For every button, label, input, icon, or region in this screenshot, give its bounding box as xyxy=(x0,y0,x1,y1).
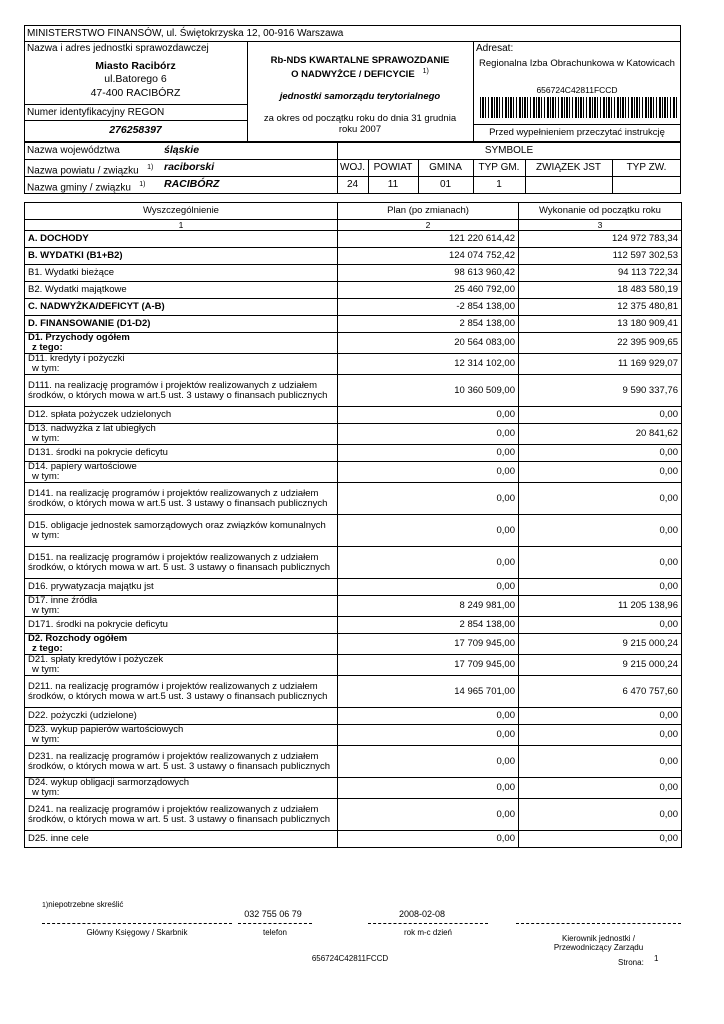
row-label xyxy=(25,778,338,799)
table-row xyxy=(25,483,682,515)
row-label xyxy=(25,462,338,483)
row-execution-value: 20 841,62 xyxy=(519,424,682,445)
row-label-text: D231. na realizację programów i projektów realizowanych z udziałem środków, o których mowa w art. 5 ust. 3 ustawy o finansach publicznych xyxy=(28,750,331,772)
table-header-row xyxy=(25,203,682,220)
row-label xyxy=(25,831,338,848)
report-title-2: O NADWYŻCE / DEFICYCIE $^{1)}$ xyxy=(291,68,429,81)
row-plan-value: -2 854 138,00 xyxy=(338,299,519,316)
table-row xyxy=(25,579,682,596)
voivodeship-value: śląskie xyxy=(164,144,200,156)
footnote-text: niepotrzebne skreślić xyxy=(48,900,124,909)
table-row xyxy=(25,462,682,483)
row-plan-value: 17 709 945,00 xyxy=(338,634,519,655)
row-label xyxy=(25,407,338,424)
row-label xyxy=(25,299,338,316)
table-row xyxy=(25,354,682,375)
row-plan-value: 0,00 xyxy=(338,515,519,547)
row-execution-value: 13 180 909,41 xyxy=(519,316,682,333)
table-row xyxy=(25,265,682,282)
page-number: 1 xyxy=(654,954,659,963)
table-row xyxy=(25,831,682,848)
row-label-text: D16. prywatyzacja majątku jst xyxy=(28,581,154,592)
row-label-text: B2. Wydatki majątkowe xyxy=(28,284,127,295)
row-label-subtext: z tego: xyxy=(32,342,63,353)
date-line xyxy=(368,923,488,924)
col-number-1: 1 xyxy=(25,220,338,231)
row-plan-value: 0,00 xyxy=(338,746,519,778)
period-line-2: roku 2007 xyxy=(338,124,382,135)
table-row xyxy=(25,375,682,407)
symbol-header-typ-gm: TYP GM. xyxy=(478,162,520,173)
row-execution-value: 11 169 929,07 xyxy=(519,354,682,375)
row-label xyxy=(25,231,338,248)
unit-street: ul.Batorego 6 xyxy=(104,73,167,85)
col-number-3: 3 xyxy=(519,220,682,231)
row-plan-value: 0,00 xyxy=(338,407,519,424)
regon-value: 276258397 xyxy=(109,124,162,136)
row-execution-value: 9 590 337,76 xyxy=(519,375,682,407)
row-label xyxy=(25,265,338,282)
row-label xyxy=(25,547,338,579)
table-row xyxy=(25,424,682,445)
row-label xyxy=(25,483,338,515)
phone-line xyxy=(238,923,312,924)
row-execution-value: 94 113 722,34 xyxy=(519,265,682,282)
symbol-value-powiat: 11 xyxy=(387,179,399,190)
barcode-text: 656724C42811FCCD xyxy=(536,85,618,95)
row-label-text: D131. środki na pokrycie deficytu xyxy=(28,447,168,458)
row-label-text: D24. wykup obligacji sarmorządowych xyxy=(28,777,190,788)
row-plan-value: 8 249 981,00 xyxy=(338,596,519,617)
row-label-text: D15. obligacje jednostek samorządowych oraz związków komunalnych xyxy=(28,519,326,531)
table-row xyxy=(25,547,682,579)
symbol-value-gmina: 01 xyxy=(439,179,452,190)
row-label xyxy=(25,634,338,655)
row-label-subtext: z tego: xyxy=(32,643,63,654)
date-label: rok m-c dzień xyxy=(403,928,452,937)
table-row xyxy=(25,799,682,831)
table-row xyxy=(25,708,682,725)
row-label xyxy=(25,424,338,445)
row-label-subtext: w tym: xyxy=(32,664,60,675)
row-label-text: D23. wykup papierów wartościowych xyxy=(28,724,184,735)
table-row xyxy=(25,407,682,424)
row-execution-value: 0,00 xyxy=(519,617,682,634)
row-label-text: D13. nadwyżka z lat ubiegłych xyxy=(28,423,156,434)
row-label xyxy=(25,676,338,708)
row-label-text: D111. na realizację programów i projektów realizowanych z udziałem środków, o których mowa w art.5 ust. 3 ustawy o finansach publicznych xyxy=(28,379,328,401)
footnote xyxy=(42,899,123,911)
row-execution-value: 6 470 757,60 xyxy=(519,676,682,708)
commune-value: RACIBÓRZ xyxy=(164,178,220,190)
row-plan-value: 2 854 138,00 xyxy=(338,617,519,634)
col-header-description: Wyszczególnienie xyxy=(25,203,338,220)
commune-label: Nazwa gminy / związku $^{1)}$ xyxy=(27,181,146,194)
table-row xyxy=(25,231,682,248)
row-execution-value: 9 215 000,24 xyxy=(519,634,682,655)
row-label xyxy=(25,375,338,407)
document-code: 656724C42811FCCD xyxy=(311,954,389,963)
table-row xyxy=(25,746,682,778)
row-label-subtext: w tym: xyxy=(32,433,60,444)
row-plan-value: 0,00 xyxy=(338,831,519,848)
row-label-text: B1. Wydatki bieżące xyxy=(28,267,114,278)
row-execution-value: 0,00 xyxy=(519,515,682,547)
row-plan-value: 0,00 xyxy=(338,778,519,799)
row-label-text: D171. środki na pokrycie deficytu xyxy=(28,619,168,630)
row-label xyxy=(25,655,338,676)
row-execution-value: 0,00 xyxy=(519,746,682,778)
row-execution-value: 11 205 138,96 xyxy=(519,596,682,617)
regon-label: Numer identyfikacyjny REGON xyxy=(27,107,165,118)
row-label xyxy=(25,248,338,265)
row-label xyxy=(25,725,338,746)
symbol-header-zwiazek: ZWIĄZEK JST xyxy=(536,162,601,173)
row-plan-value: 10 360 509,00 xyxy=(338,375,519,407)
row-execution-value: 18 483 580,19 xyxy=(519,282,682,299)
row-label-subtext: w tym: xyxy=(32,787,60,798)
row-plan-value: 17 709 945,00 xyxy=(338,655,519,676)
head-label-1: Kierownik jednostki / xyxy=(562,934,635,943)
symbol-header-gmina: GMINA xyxy=(429,162,462,173)
table-row xyxy=(25,333,682,354)
row-label-text: D22. pożyczki (udzielone) xyxy=(28,710,137,721)
row-execution-value: 0,00 xyxy=(519,708,682,725)
table-row xyxy=(25,596,682,617)
row-label-subtext: w tym: xyxy=(32,363,60,374)
row-label-text: D12. spłata pożyczek udzielonych xyxy=(28,409,172,420)
page-label: Strona: xyxy=(618,958,644,967)
row-label xyxy=(25,708,338,725)
county-value: raciborski xyxy=(164,161,215,173)
instruction-note: Przed wypełnieniem przeczytać instrukcję xyxy=(489,127,665,138)
row-label xyxy=(25,354,338,375)
row-plan-value: 0,00 xyxy=(338,483,519,515)
row-label-text: D21. spłaty kredytów i pożyczek xyxy=(28,654,164,665)
row-execution-value: 0,00 xyxy=(519,483,682,515)
row-plan-value: 0,00 xyxy=(338,579,519,596)
row-plan-value: 0,00 xyxy=(338,708,519,725)
report-subtitle: jednostki samorządu terytorialnego xyxy=(279,91,441,102)
table-row xyxy=(25,515,682,547)
row-label-subtext: w tym: xyxy=(32,529,60,541)
table-row xyxy=(25,248,682,265)
addressee-name: Regionalna Izba Obrachunkowa w Katowicach xyxy=(479,58,675,69)
row-label xyxy=(25,799,338,831)
head-signature-line xyxy=(516,923,681,924)
table-row xyxy=(25,316,682,333)
commune-footnote-sup: 1) xyxy=(139,181,146,188)
symbol-header-typ-zw: TYP ZW. xyxy=(626,162,667,173)
row-execution-value: 0,00 xyxy=(519,799,682,831)
row-execution-value: 22 395 909,65 xyxy=(519,333,682,354)
row-plan-value: 14 965 701,00 xyxy=(338,676,519,708)
row-label xyxy=(25,282,338,299)
row-execution-value: 9 215 000,24 xyxy=(519,655,682,676)
voivodeship-label: Nazwa województwa xyxy=(27,145,120,156)
row-plan-value: 121 220 614,42 xyxy=(338,231,519,248)
row-label-subtext: w tym: xyxy=(32,605,60,616)
row-label-text: D211. na realizację programów i projektów realizowanych z udziałem środków, o których mowa w art.5 ust. 3 ustawy o finansach publicznych xyxy=(28,680,328,702)
row-plan-value: 0,00 xyxy=(338,424,519,445)
row-execution-value: 124 972 783,34 xyxy=(519,231,682,248)
row-plan-value: 25 460 792,00 xyxy=(338,282,519,299)
table-row xyxy=(25,725,682,746)
table-number-row xyxy=(25,220,682,231)
symbol-header-powiat: POWIAT xyxy=(373,162,413,173)
table-row xyxy=(25,778,682,799)
row-label-text: D17. inne źródła xyxy=(28,595,98,606)
row-plan-value: 98 613 960,42 xyxy=(338,265,519,282)
row-label-text: D. FINANSOWANIE (D1-D2) xyxy=(28,318,151,329)
col-number-2: 2 xyxy=(338,220,519,231)
row-label-text: D2. Rozchody ogółem xyxy=(28,633,128,644)
table-row xyxy=(25,655,682,676)
table-row xyxy=(25,282,682,299)
row-plan-value: 0,00 xyxy=(338,462,519,483)
row-execution-value: 12 375 480,81 xyxy=(519,299,682,316)
row-label xyxy=(25,333,338,354)
row-label-text: B. WYDATKI (B1+B2) xyxy=(28,250,123,261)
row-execution-value: 112 597 302,53 xyxy=(519,248,682,265)
row-label-text: D241. na realizację programów i projektów realizowanych z udziałem środków, o których mowa w art. 5 ust. 3 ustawy o finansach publicznych xyxy=(28,803,331,825)
row-execution-value: 0,00 xyxy=(519,445,682,462)
row-plan-value: 20 564 083,00 xyxy=(338,333,519,354)
row-execution-value: 0,00 xyxy=(519,579,682,596)
phone-label: telefon xyxy=(262,928,288,937)
ministry-line: MINISTERSTWO FINANSÓW, ul. Świętokrzyska 12, 00-916 Warszawa xyxy=(27,28,344,39)
title-footnote-sup: 1) xyxy=(422,68,429,75)
row-label-text: D25. inne cele xyxy=(28,833,89,844)
row-label xyxy=(25,515,338,547)
row-label xyxy=(25,596,338,617)
row-plan-value: 0,00 xyxy=(338,725,519,746)
col-header-execution: Wykonanie od początku roku xyxy=(519,203,682,220)
county-label: Nazwa powiatu / związku $^{1)}$ xyxy=(27,164,154,177)
row-label xyxy=(25,316,338,333)
row-execution-value: 0,00 xyxy=(519,407,682,424)
table-row xyxy=(25,445,682,462)
phone-value: 032 755 06 79 xyxy=(244,909,302,919)
row-plan-value: 0,00 xyxy=(338,445,519,462)
row-label-text: D11. kredyty i pożyczki xyxy=(28,353,125,364)
row-plan-value: 12 314 102,00 xyxy=(338,354,519,375)
period-line-1: za okres od początku roku do dnia 31 grudnia xyxy=(263,113,457,124)
county-footnote-sup: 1) xyxy=(147,164,154,171)
report-title-1: Rb-NDS KWARTALNE SPRAWOZDANIE xyxy=(270,55,450,66)
row-label-text: D1. Przychody ogółem xyxy=(28,332,130,343)
accountant-signature-line xyxy=(42,923,232,924)
head-label-2: Przewodniczący Zarządu xyxy=(553,943,644,952)
unit-name: Miasto Racibórz xyxy=(95,60,176,72)
table-row xyxy=(25,676,682,708)
table-row xyxy=(25,299,682,316)
row-plan-value: 0,00 xyxy=(338,799,519,831)
row-label-text: C. NADWYŻKA/DEFICYT (A-B) xyxy=(28,301,165,312)
symbol-value-typ-gm: 1 xyxy=(496,179,502,190)
row-plan-value: 0,00 xyxy=(338,547,519,579)
symbol-header-woj: WOJ. xyxy=(340,162,365,173)
symbol-value-woj: 24 xyxy=(346,179,359,190)
row-plan-value: 2 854 138,00 xyxy=(338,316,519,333)
accountant-label: Główny Księgowy / Skarbnik xyxy=(86,928,188,937)
row-execution-value: 0,00 xyxy=(519,831,682,848)
row-execution-value: 0,00 xyxy=(519,462,682,483)
row-execution-value: 0,00 xyxy=(519,778,682,799)
unit-label: Nazwa i adres jednostki sprawozdawczej xyxy=(27,43,209,54)
row-label-text: D141. na realizację programów i projektów realizowanych z udziałem środków, o których mowa w art.5 ust. 3 ustawy o finansach publicznych xyxy=(28,487,328,509)
row-label xyxy=(25,445,338,462)
date-value: 2008-02-08 xyxy=(398,909,446,919)
row-label-text: D151. na realizację programów i projektów realizowanych z udziałem środków, o których mowa w art. 5 ust. 3 ustawy o finansach publicznych xyxy=(28,551,331,573)
row-label xyxy=(25,579,338,596)
col-header-plan: Plan (po zmianach) xyxy=(338,203,519,220)
symbols-title: SYMBOLE xyxy=(484,145,534,156)
row-label-text: A. DOCHODY xyxy=(28,233,89,244)
unit-city: 47-400 RACIBÓRZ xyxy=(90,87,181,99)
barcode-graphic xyxy=(480,97,677,118)
table-row xyxy=(25,634,682,655)
footnote-number: 1) xyxy=(42,902,49,909)
row-execution-value: 0,00 xyxy=(519,725,682,746)
table-row xyxy=(25,617,682,634)
row-label xyxy=(25,617,338,634)
addressee-label: Adresat: xyxy=(476,43,514,54)
table-body xyxy=(25,231,682,848)
row-plan-value: 124 074 752,42 xyxy=(338,248,519,265)
financial-table xyxy=(24,202,682,848)
row-execution-value: 0,00 xyxy=(519,547,682,579)
row-label-subtext: w tym: xyxy=(32,471,60,482)
row-label-subtext: w tym: xyxy=(32,734,60,745)
row-label-text: D14. papiery wartościowe xyxy=(28,461,137,472)
row-label xyxy=(25,746,338,778)
